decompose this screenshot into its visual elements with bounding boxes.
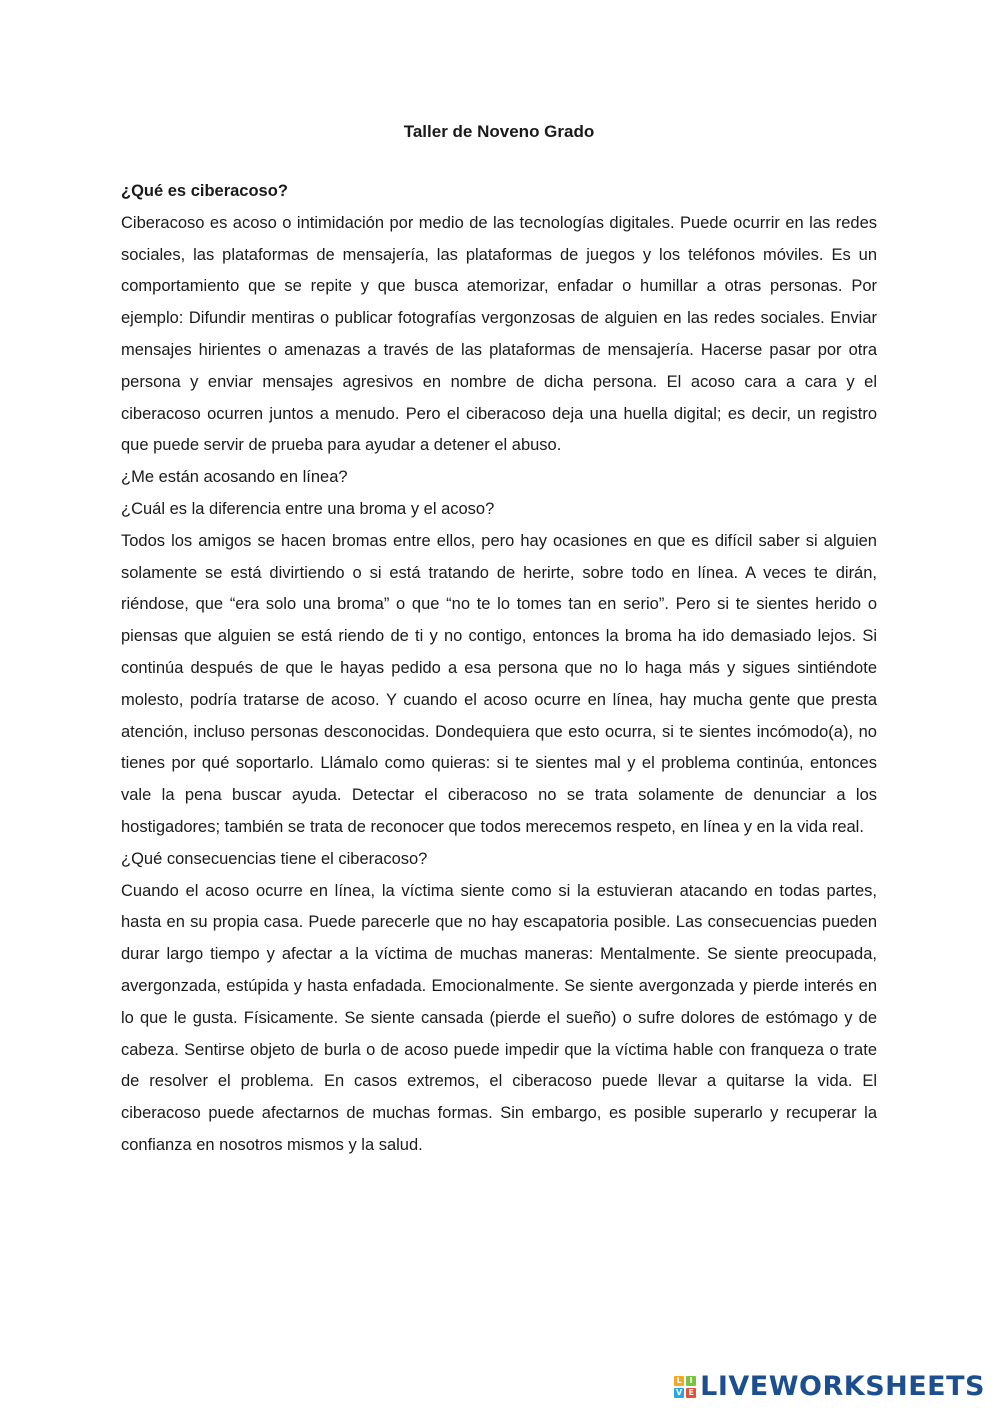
logo-mark-i: I	[686, 1376, 696, 1386]
liveworksheets-logo	[674, 1371, 985, 1402]
question-me-estan-acosando: ¿Me están acosando en línea?	[121, 468, 348, 487]
paragraph-consecuencias: Cuando el acoso ocurre en línea, la víctima siente como si la estuvieran atacando en todas partes, hasta en su propia casa. Puede parecerle que no hay escapatoria posible. Las consecuencias pueden durar largo tiempo y afectar a la víctima de muchas maneras: Mentalmente. Se siente preocupada, avergonzada, estúpida y hasta enfadada. Emocionalmente. Se siente avergonzada y pierde interés en lo que le gusta. Físicamente. Se siente cansada (pierde el sueño) o sufre dolores de estómago y de cabeza. Sentirse objeto de burla o de acoso puede impedir que la víctima hable con franqueza o trate de resolver el problema. En casos extremos, el ciberacoso puede llevar a quitarse la vida. El ciberacoso puede afectarnos de muchas formas. Sin embargo, es posible superarlo y recuperar la confianza en nosotros mismos y la salud.	[121, 881, 877, 1154]
section-heading-que-es-ciberacoso: ¿Qué es ciberacoso?	[121, 182, 288, 200]
question-diferencia-broma-acoso: ¿Cuál es la diferencia entre una broma y el acoso?	[121, 499, 495, 518]
question-consecuencias: ¿Qué consecuencias tiene el ciberacoso?	[121, 849, 428, 868]
logo-mark-e: E	[686, 1388, 696, 1398]
document-page	[121, 118, 877, 1162]
logo-mark-icon	[674, 1376, 696, 1398]
logo-mark-v: V	[676, 1388, 683, 1397]
paragraph-broma-acoso: Todos los amigos se hacen bromas entre ellos, pero hay ocasiones en que es difícil saber si alguien solamente se está divirtiendo o si está tratando de herirte, sobre todo en línea. A veces te dirán, riéndose, que “era solo una broma” o que “no te lo tomes tan en serio”. Pero si te sientes herido o piensas que alguien se está riendo de ti y no contigo, entonces la broma ha ido demasiado lejos. Si continúa después de que le hayas pedido a esa persona que no lo haga más y sigues sintiéndote molesto, podría tratarse de acoso. Y cuando el acoso ocurre en línea, hay mucha gente que presta atención, incluso personas desconocidas. Dondequiera que esto ocurra, si te sientes incómodo(a), no tienes por qué soportarlo. Llámalo como quieras: si te sientes mal y el problema continúa, entonces vale la pena buscar ayuda. Detectar el ciberacoso no se trata solamente de denunciar a los hostigadores; también se trata de reconocer que todos merecemos respeto, en línea y en la vida real.	[121, 531, 877, 836]
paragraph-definition: Ciberacoso es acoso o intimidación por medio de las tecnologías digitales. Puede ocurrir en las redes sociales, las plataformas de mensajería, las plataformas de juegos y los teléfonos móviles. Es un comportamiento que se repite y que busca atemorizar, enfadar o humillar a otras personas. Por ejemplo: Difundir mentiras o publicar fotografías vergonzosas de alguien en las redes sociales. Enviar mensajes hirientes o amenazas a través de las plataformas de mensajería. Hacerse pasar por otra persona y enviar mensajes agresivos en nombre de dicha persona. El acoso cara a cara y el ciberacoso ocurren juntos a menudo. Pero el ciberacoso deja una huella digital; es decir, un registro que puede servir de prueba para ayudar a detener el abuso.	[121, 213, 877, 455]
logo-mark-l: L	[674, 1376, 684, 1386]
document-title: Taller de Noveno Grado	[403, 122, 595, 141]
logo-brand-text: LIVEWORKSHEETS	[700, 1371, 985, 1402]
